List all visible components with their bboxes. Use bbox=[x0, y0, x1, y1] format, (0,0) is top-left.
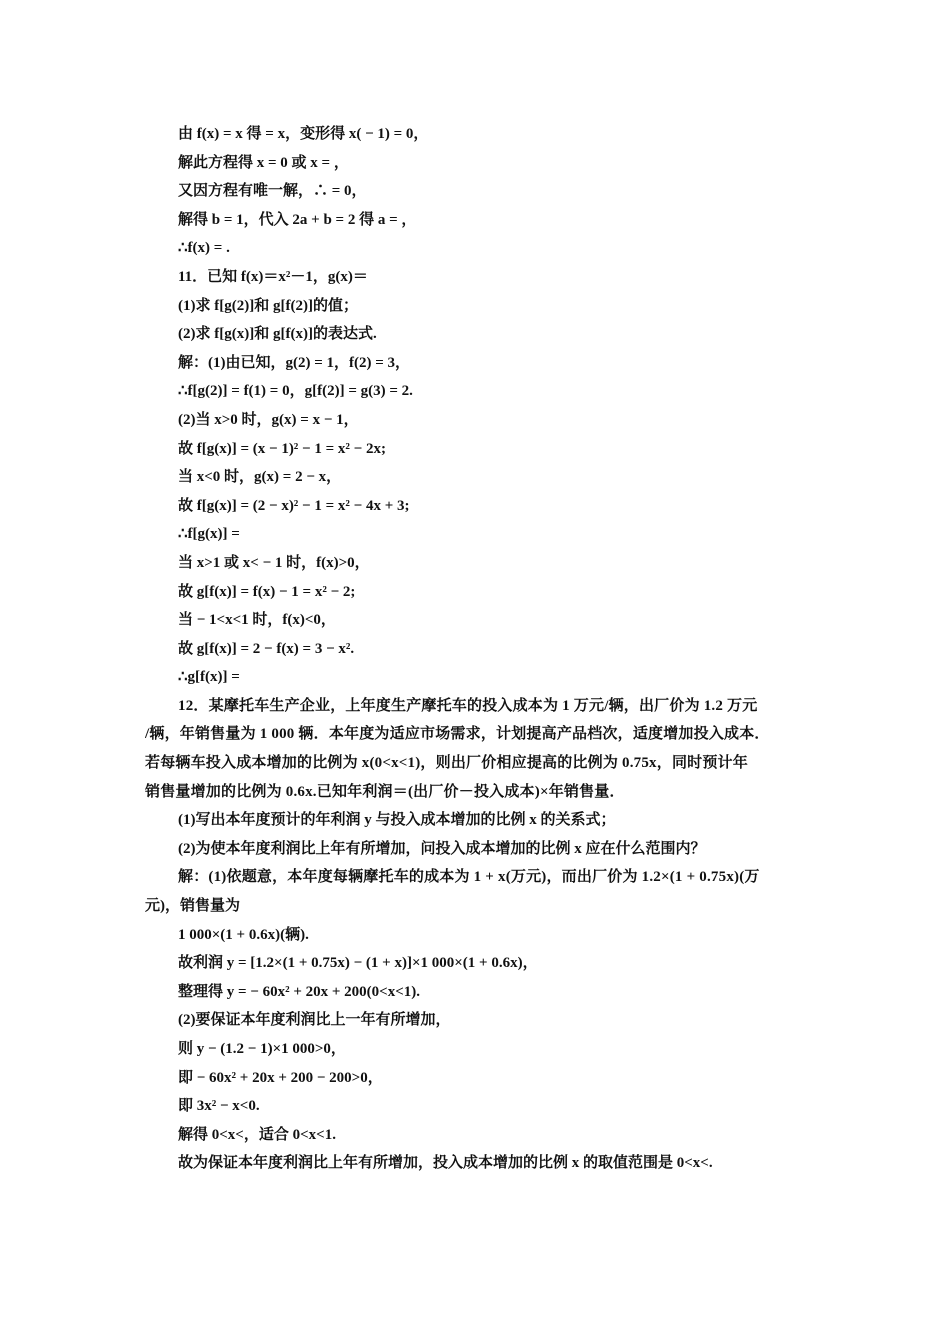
text-line: 由 f(x) = x 得 = x，变形得 x( − 1) = 0， bbox=[178, 126, 429, 142]
text-line: 当 x<0 时，g(x) = 2 − x， bbox=[178, 469, 342, 486]
text-line: 即 − 60x² + 20x + 200 − 200>0， bbox=[178, 1069, 383, 1086]
text-line: /辆，年销售量为 1 000 辆．本年度为适应市场需求，计划提高产品档次，适度增加投入成本． bbox=[145, 726, 770, 743]
text-line: 故利润 y = [1.2×(1 + 0.75x) − (1 + x)]×1 000×(1 + 0.6x)， bbox=[178, 955, 538, 972]
text-line: (1)写出本年度预计的年利润 y 与投入成本增加的比例 x 的关系式； bbox=[178, 812, 616, 829]
text-line: 解此方程得 x = 0 或 x = ， bbox=[178, 154, 349, 171]
text-line: 元)，销售量为 bbox=[145, 898, 240, 915]
problem-12-heading: 12．某摩托车生产企业，上年度生产摩托车的投入成本为 1 万元/辆，出厂价为 1.2 万元 bbox=[178, 697, 758, 714]
solution-line: 解：(1)依题意，本年度每辆摩托车的成本为 1 + x(万元)，而出厂价为 1.2×(1 + 0.75x)(万 bbox=[178, 869, 760, 886]
text-line: 故 g[f(x)] = 2 − f(x) = 3 − x². bbox=[178, 640, 355, 657]
text-line: 当 x>1 或 x< − 1 时，f(x)>0， bbox=[178, 554, 370, 571]
text-line: 故 f[g(x)] = (2 − x)² − 1 = x² − 4x + 3; bbox=[178, 497, 410, 514]
text-line: 销售量增加的比例为 0.6x.已知年利润＝(出厂价－投入成本)×年销售量． bbox=[145, 783, 625, 800]
text-line: (2)要保证本年度利润比上一年有所增加， bbox=[178, 1012, 451, 1029]
text-line: 故 f[g(x)] = (x − 1)² − 1 = x² − 2x; bbox=[178, 440, 386, 457]
text-line: (2)求 f[g(x)]和 g[f(x)]的表达式. bbox=[178, 326, 377, 343]
text-line: 解得 0<x<，适合 0<x<1. bbox=[178, 1126, 336, 1143]
solution-line: 解：(1)由已知，g(2) = 1，f(2) = 3， bbox=[178, 354, 411, 371]
text-line: 则 y − (1.2 − 1)×1 000>0， bbox=[178, 1041, 346, 1057]
text-line: (2)为使本年度利润比上年有所增加，问投入成本增加的比例 x 应在什么范围内？ bbox=[178, 840, 706, 857]
text-line: 若每辆车投入成本增加的比例为 x(0<x<1)，则出厂价相应提高的比例为 0.75x，同时预计年 bbox=[145, 755, 748, 772]
text-line: 即 3x² − x<0. bbox=[178, 1098, 260, 1115]
text-line: 解得 b = 1，代入 2a + b = 2 得 a = ， bbox=[178, 211, 417, 228]
text-line: (1)求 f[g(2)]和 g[f(2)]的值； bbox=[178, 297, 358, 314]
text-line: 当 − 1<x<1 时，f(x)<0， bbox=[178, 612, 336, 629]
text-line: ∴f(x) = . bbox=[178, 240, 230, 257]
text-line: 故 g[f(x)] = f(x) − 1 = x² − 2; bbox=[178, 583, 356, 600]
text-line: 故为保证本年度利润比上年有所增加，投入成本增加的比例 x 的取值范围是 0<x<. bbox=[178, 1155, 713, 1172]
text-line: 整理得 y = − 60x² + 20x + 200(0<x<1). bbox=[178, 983, 421, 1000]
text-line: 1 000×(1 + 0.6x)(辆). bbox=[178, 926, 309, 943]
problem-11-heading: 11．已知 f(x)＝x²－1，g(x)＝ bbox=[178, 268, 368, 285]
text-line: 又因方程有唯一解，∴ = 0， bbox=[178, 183, 367, 200]
text-line: ∴g[f(x)] = bbox=[178, 669, 240, 686]
text-line: ∴f[g(2)] = f(1) = 0，g[f(2)] = g(3) = 2. bbox=[178, 383, 413, 400]
text-line: (2)当 x>0 时，g(x) = x − 1， bbox=[178, 411, 359, 428]
text-line: ∴f[g(x)] = bbox=[178, 526, 240, 543]
